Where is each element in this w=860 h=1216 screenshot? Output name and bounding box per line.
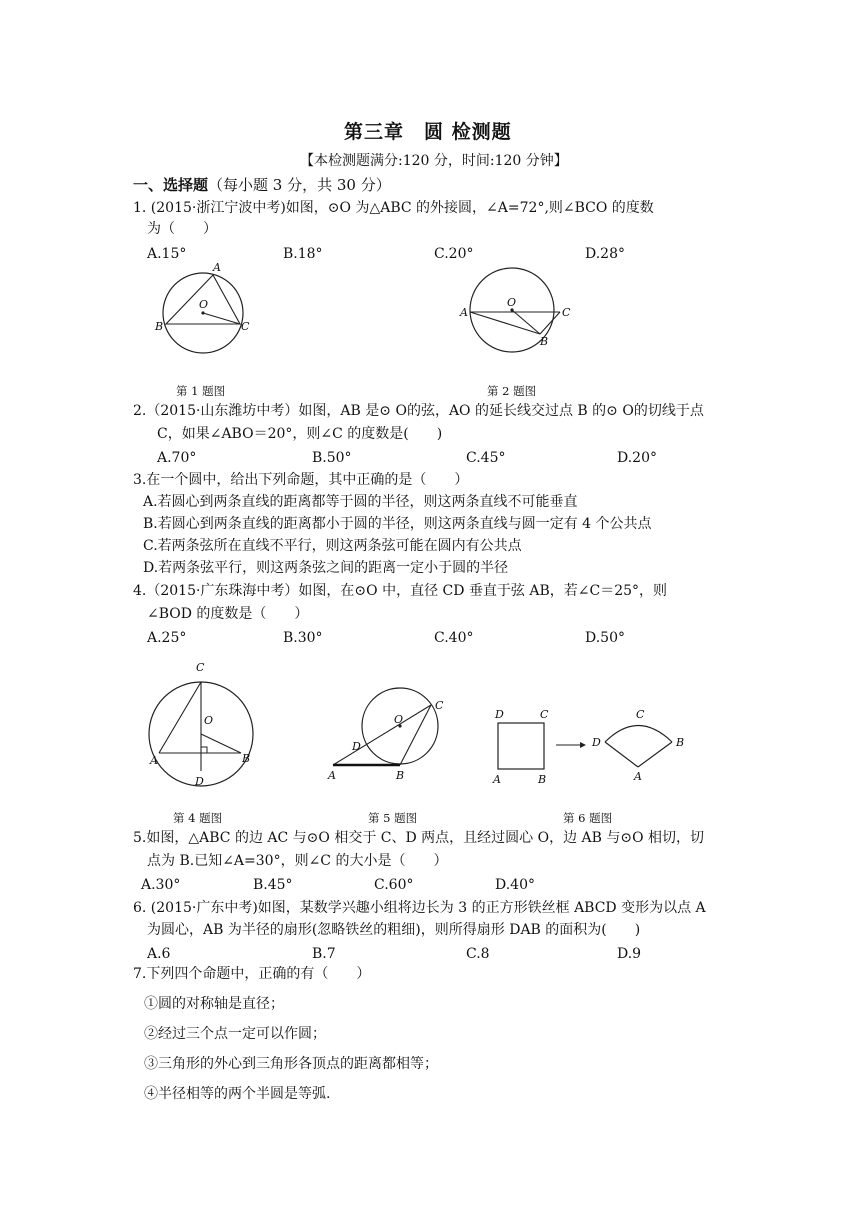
q2-option-d: D.20° — [617, 450, 657, 466]
q3-option-d: D.若两条弦平行，则这两条弦之间的距离一定小于圆的半径 — [143, 560, 509, 576]
q1-option-c: C.20° — [434, 246, 474, 262]
q2-stem-cont: C，如果∠ABO＝20°，则∠C 的度数是( ) — [157, 426, 443, 442]
section-note: （每小题 3 分，共 30 分） — [208, 176, 391, 194]
q4-stem: 4.（2015·广东珠海中考）如图，在⊙O 中，直径 CD 垂直于弦 AB，若∠C＝25°，则 — [133, 583, 668, 599]
fig4-line-ca — [159, 682, 201, 753]
q6-option-d: D.9 — [617, 946, 642, 962]
fig6-square-label-d: D — [495, 708, 504, 721]
fig2-label-c: C — [562, 306, 571, 319]
q1-option-d: D.28° — [585, 246, 625, 262]
fig5-label-c: C — [435, 699, 444, 712]
fig1-label-c: C — [241, 320, 250, 333]
fig4-label-a: A — [150, 754, 158, 767]
q1-option-b: B.18° — [283, 246, 323, 262]
fig5-caption: 第 5 题图 — [368, 811, 418, 825]
fig5-line-ac — [333, 705, 431, 765]
q6-option-c: C.8 — [466, 946, 490, 962]
figure-2 — [455, 262, 575, 357]
fig6-sector-arc — [605, 726, 672, 743]
page-title: 第三章 圆 检测题 — [344, 121, 512, 143]
fig2-chord-ab — [470, 312, 540, 334]
fig4-label-o: O — [204, 714, 214, 727]
q2-option-a: A.70° — [157, 450, 197, 466]
fig5-label-b: B — [396, 769, 405, 782]
fig1-label-b: B — [155, 320, 164, 333]
fig6-sector-label-b: B — [676, 736, 685, 749]
fig6-caption: 第 6 题图 — [563, 811, 613, 825]
q5-option-d: D.40° — [495, 877, 535, 893]
q4-option-c: C.40° — [434, 630, 474, 646]
fig6-sector-label-d: D — [592, 736, 601, 749]
q7-item-3: ③三角形的外心到三角形各顶点的距离都相等； — [144, 1056, 438, 1072]
q7-item-1: ①圆的对称轴是直径； — [144, 996, 284, 1012]
fig2-tangent-bc — [540, 312, 560, 334]
q5-option-b: B.45° — [253, 877, 293, 893]
fig1-label-o: O — [199, 298, 209, 311]
fig1-center-dot — [201, 311, 204, 314]
q4-option-d: D.50° — [585, 630, 625, 646]
q5-option-a: A.30° — [141, 877, 181, 893]
figure-4 — [140, 655, 265, 790]
q7-item-2: ②经过三个点一定可以作圆； — [144, 1026, 326, 1042]
q6-stem-cont: 为圆心，AB 为半径的扇形(忽略铁丝的粗细)，则所得扇形 DAB 的面积为( ) — [147, 922, 641, 938]
fig6-square-label-b: B — [538, 773, 547, 786]
fig1-label-a: A — [213, 261, 221, 274]
fig6-sector-radius-ad — [605, 742, 638, 767]
figure-6 — [490, 705, 700, 787]
fig6-square — [498, 723, 544, 769]
q7-stem: 7.下列四个命题中，正确的有（ ） — [133, 966, 371, 982]
q5-option-c: C.60° — [374, 877, 414, 893]
figure-5 — [320, 685, 450, 785]
fig4-label-b: B — [242, 752, 251, 765]
q2-option-b: B.50° — [312, 450, 352, 466]
fig6-sector-label-c: C — [636, 708, 645, 721]
fig6-sector-radius-ab — [638, 742, 672, 767]
fig6-sector-label-a: A — [634, 770, 642, 783]
q4-option-b: B.30° — [283, 630, 323, 646]
fig2-caption: 第 2 题图 — [487, 384, 537, 398]
fig4-label-d: D — [195, 775, 204, 788]
fig2-radius-ob — [512, 310, 540, 334]
fig2-label-a: A — [460, 306, 468, 319]
q1-stem-cont: 为（ ） — [147, 221, 217, 237]
q3-option-a: A.若圆心到两条直线的距离都等于圆的半径，则这两条直线不可能垂直 — [143, 494, 578, 510]
fig5-label-a: A — [328, 769, 336, 782]
fig1-caption: 第 1 题图 — [176, 384, 226, 398]
q3-stem: 3.在一个圆中，给出下列命题，其中正确的是（ ） — [133, 472, 469, 488]
exam-info: 【本检测题满分:120 分，时间:120 分钟】 — [300, 153, 568, 169]
fig4-caption: 第 4 题图 — [173, 811, 223, 825]
q1-option-a: A.15° — [147, 246, 187, 262]
q3-option-b: B.若圆心到两条直线的距离都小于圆的半径，则这两条直线与圆一定有 4 个公共点 — [143, 516, 652, 532]
q1-stem: 1. (2015·浙江宁波中考)如图，⊙O 为△ABC 的外接圆，∠A=72°,则∠BCO 的度数 — [133, 200, 654, 216]
q4-option-a: A.25° — [147, 630, 187, 646]
section-title: 一、选择题 — [133, 176, 209, 194]
q2-option-c: C.45° — [466, 450, 506, 466]
q6-option-b: B.7 — [312, 946, 336, 962]
q5-stem-cont: 点为 B.已知∠A=30°，则∠C 的大小是（ ） — [147, 853, 448, 869]
figure-1 — [150, 260, 260, 360]
fig6-arrow-head — [580, 742, 586, 748]
q4-stem-cont: ∠BOD 的度数是（ ） — [147, 606, 309, 622]
q6-stem: 6. (2015·广东中考)如图，某数学兴趣小组将边长为 3 的正方形铁丝框 ABCD 变形为以点 A — [133, 900, 706, 916]
q6-option-a: A.6 — [147, 946, 171, 962]
fig5-label-d: D — [352, 740, 361, 753]
fig2-label-o: O — [507, 296, 517, 309]
fig4-right-angle — [201, 747, 207, 753]
q3-option-c: C.若两条弦所在直线不平行，则这两条弦可能在圆内有公共点 — [143, 538, 522, 554]
q5-stem: 5.如图，△ABC 的边 AC 与⊙O 相交于 C、D 两点，且经过圆心 O，边 AB 与⊙O 相切，切 — [133, 830, 705, 846]
fig6-square-label-a: A — [493, 773, 501, 786]
fig6-square-label-c: C — [540, 708, 549, 721]
q2-stem: 2.（2015·山东潍坊中考）如图，AB 是⊙ O的弦，AO 的延长线交过点 B 的⊙ O的切线于点 — [133, 403, 704, 419]
fig4-label-c: C — [196, 661, 205, 674]
q7-item-4: ④半径相等的两个半圆是等弧. — [144, 1086, 331, 1102]
fig2-label-b: B — [540, 335, 549, 348]
fig5-label-o: O — [394, 713, 404, 726]
section-heading — [133, 175, 391, 195]
